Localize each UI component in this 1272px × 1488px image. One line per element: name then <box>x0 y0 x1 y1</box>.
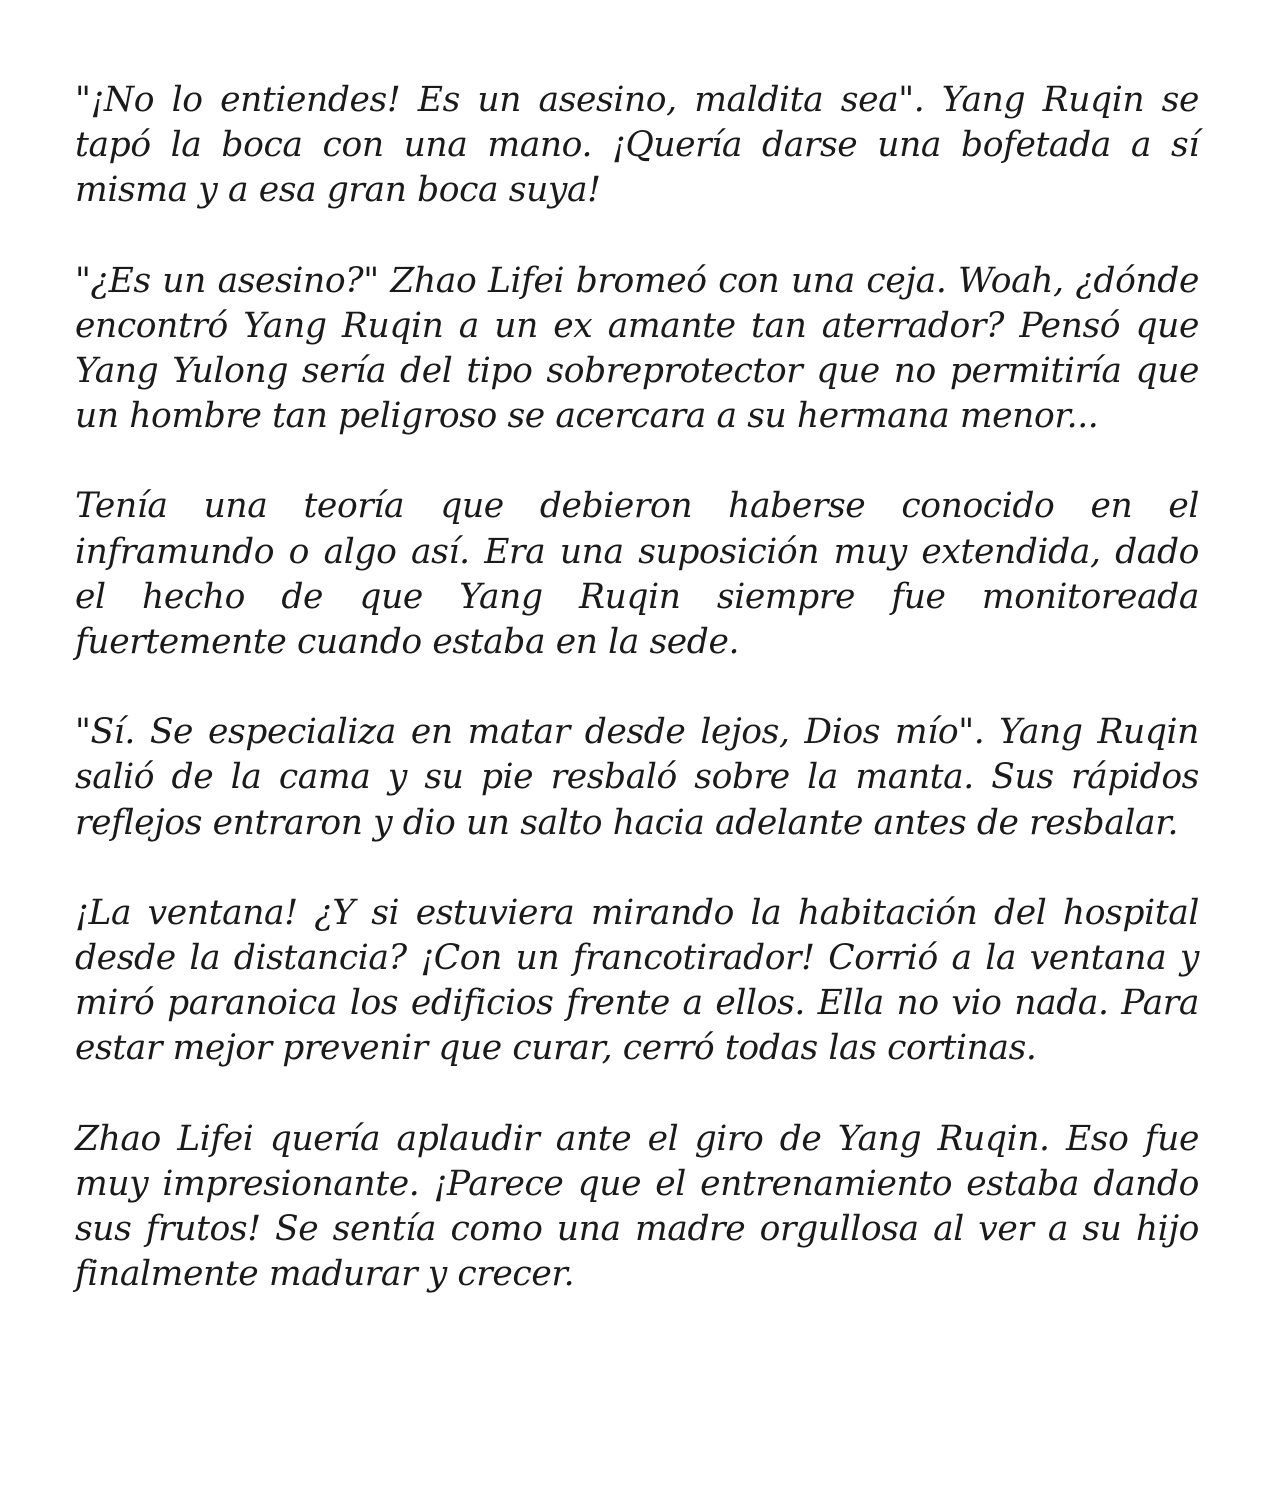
paragraph-2: "¿Es un asesino?" Zhao Lifei bromeó con una ceja. Woah, ¿dónde encontró Yang Ruqin a un ex amante tan aterrador? Pensó que Yang Yulong sería del tipo sobreprotector que no permitiría que un hombre tan peligroso se acercara a su hermana menor... <box>75 260 1199 437</box>
paragraph-1: "¡No lo entiendes! Es un asesino, maldita sea". Yang Ruqin se tapó la boca con una mano. ¡Quería darse una bofetada a sí misma y a esa gran boca suya! <box>75 80 1199 211</box>
paragraph-3: Tenía una teoría que debieron haberse conocido en el inframundo o algo así. Era una suposición muy extendida, dado el hecho de que Yang Ruqin siempre fue monitoreada fuertemente cuando estaba en la sede. <box>75 486 1199 663</box>
paragraph-4: "Sí. Se especializa en matar desde lejos, Dios mío". Yang Ruqin salió de la cama y su pie resbaló sobre la manta. Sus rápidos reflejos entraron y dio un salto hacia adelante antes de resbalar. <box>75 712 1199 843</box>
paragraph-6: Zhao Lifei quería aplaudir ante el giro de Yang Ruqin. Eso fue muy impresionante. ¡Parece que el entrenamiento estaba dando sus frutos! Se sentía como una madre orgullosa al ver a su hijo finalmente madurar y crecer. <box>75 1118 1199 1295</box>
paragraph-5: ¡La ventana! ¿Y si estuviera mirando la habitación del hospital desde la distancia? ¡Con un francotirador! Corrió a la ventana y miró paranoica los edificios frente a ellos. Ella no vio nada. Para estar mejor prevenir que curar, cerró todas las cortinas. <box>75 892 1199 1069</box>
document-page <box>75 78 1199 1342</box>
